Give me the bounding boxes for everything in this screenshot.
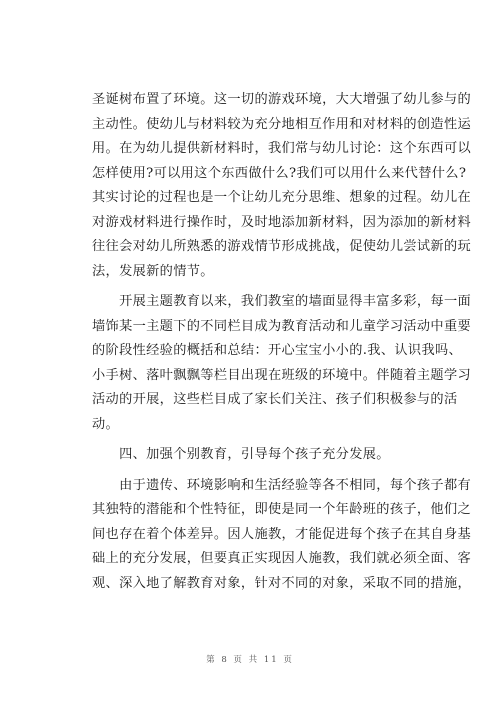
- text-line: 对游戏材料进行操作时，及时地添加新材料，因为添加的新材料: [92, 214, 472, 230]
- text-line: 圣诞树布置了环境。这一切的游戏环境，大大增强了幼儿参与的: [92, 92, 472, 107]
- text-line: 间也存在着个体差异。因人施教，才能促进每个孩子在其自身基: [92, 526, 472, 542]
- text-line: 法，发展新的情节。: [92, 263, 214, 279]
- text-line: 其实讨论的过程也是一个让幼儿充分思维、想象的过程。幼儿在: [92, 190, 472, 205]
- text-line: 小手树、落叶飘飘等栏目出现在班级的环境中。伴随着主题学习: [92, 367, 472, 383]
- text-line: 墙饰某一主题下的不同栏目成为教育活动和儿童学习活动中重要: [92, 318, 472, 334]
- text-line: 的阶段性经验的概括和总结：开心宝宝小小的.我、认识我吗、: [92, 343, 463, 358]
- text-line: 往往会对幼儿所熟悉的游戏情节形成挑战，促使幼儿尝试新的玩: [92, 239, 472, 254]
- text-line: 动。: [92, 416, 120, 432]
- text-line: 活动的开展，这些栏目成了家长们关注、孩子们积极参与的活: [92, 392, 458, 407]
- text-line: 础上的充分发展，但要真正实现因人施教，我们就必须全面、客: [92, 551, 472, 566]
- text-line: 其独特的潜能和个性特征，即使是同一个年龄班的孩子，他们之: [92, 502, 472, 517]
- page-footer: 第 8 页 共 11 页: [206, 655, 294, 665]
- text-line: 主动性。使幼儿与材料较为充分地相互作用和对材料的创造性运: [92, 116, 472, 132]
- body-text: [92, 88, 472, 596]
- text-line: 怎样使用?可以用这个东西做什么?我们可以用什么来代替什么?: [92, 165, 467, 181]
- text-line: 由于遗传、环境影响和生活经验等各不相同，每个孩子都有: [92, 477, 472, 493]
- text-line: 观、深入地了解教育对象，针对不同的对象，采取不同的措施，: [92, 575, 472, 591]
- text-line: 开展主题教育以来，我们教室的墙面显得丰富多彩，每一面: [92, 294, 472, 309]
- section-heading: 四、加强个别教育，引导每个孩子充分发展。: [92, 447, 390, 462]
- text-line: 用。在为幼儿提供新材料时，我们常与幼儿讨论：这个东西可以: [92, 141, 472, 156]
